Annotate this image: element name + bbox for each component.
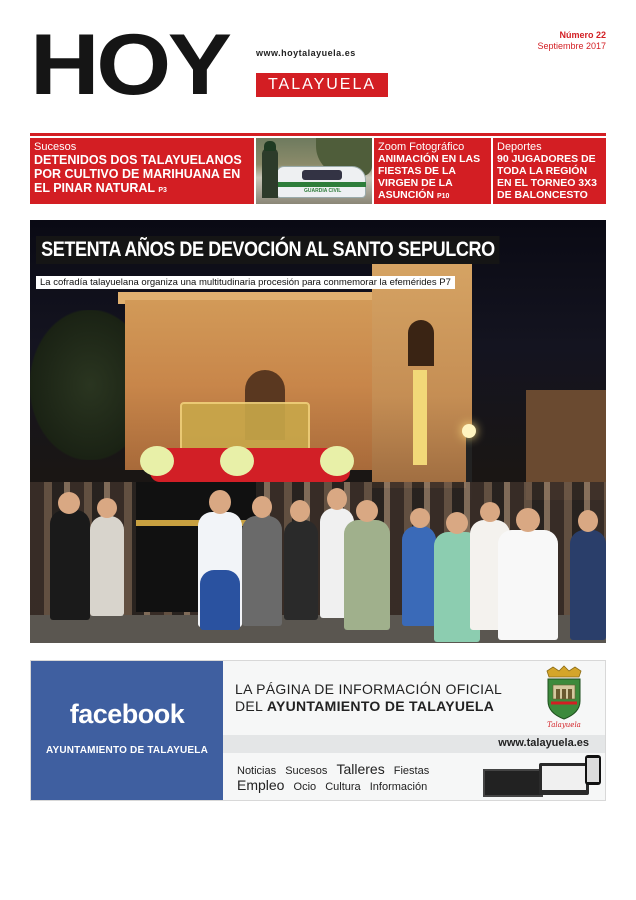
facebook-logo: facebook [69, 699, 185, 729]
person-head [516, 508, 540, 532]
person-head [578, 510, 598, 532]
monitor-icon [483, 769, 543, 797]
ad-tag: Empleo [237, 777, 285, 793]
masthead-url[interactable]: www.hoytalayuela.es [256, 48, 356, 58]
teaser-section: Deportes [497, 141, 542, 153]
flower-bouquet [140, 446, 174, 476]
facebook-ad-banner[interactable] [30, 660, 606, 801]
ad-tagline-2: DEL AYUNTAMIENTO DE TALAYUELA [235, 698, 495, 714]
person [344, 520, 390, 630]
masthead-logo: HOY [30, 17, 229, 113]
person [242, 516, 282, 626]
svg-text:Talayuela: Talayuela [547, 721, 581, 729]
teaser-sucesos[interactable] [30, 138, 254, 204]
person [498, 530, 558, 640]
street-lamp-light [462, 424, 476, 438]
person [570, 530, 606, 640]
person-head [209, 490, 231, 514]
teaser-deportes[interactable] [493, 138, 606, 212]
person [90, 516, 124, 616]
teaser-headline: DETENIDOS DOS TALAYUELANOS POR CULTIVO DE MARIHUANA EN EL PINAR NATURAL P3 [34, 153, 242, 195]
flower-bouquet [320, 446, 354, 476]
masthead-town-label: TALAYUELA [256, 73, 388, 97]
issue-number: Número 22 [559, 30, 606, 40]
teaser-zoom-fotografico[interactable] [374, 138, 491, 204]
teaser-headline: 90 JUGADORES DE TODA LA REGIÓN EN EL TORNEO 3X3 DE BALONCESTO P15 [497, 153, 597, 212]
ad-tag: Noticias [237, 765, 277, 777]
ad-info-panel [223, 661, 605, 800]
teaser-section: Sucesos [34, 141, 77, 153]
hero-headline[interactable]: SETENTA AÑOS DE DEVOCIÓN AL SANTO SEPULCRO [36, 236, 500, 264]
ad-tags-row [237, 761, 435, 777]
ad-tag: Cultura [325, 781, 361, 793]
header-divider [30, 133, 606, 136]
person-head [252, 496, 272, 518]
person [200, 570, 240, 630]
ad-tag: Información [369, 781, 428, 793]
float-canopy [180, 402, 310, 452]
teaser-page: P3 [158, 187, 167, 194]
teaser-page: P15 [497, 205, 510, 212]
person-head [58, 492, 80, 514]
ad-tagline-1: LA PÁGINA DE INFORMACIÓN OFICIAL [235, 681, 503, 697]
person-head [356, 500, 378, 522]
issue-date: Septiembre 2017 [537, 41, 606, 51]
banner-drape [413, 370, 427, 465]
person-head [327, 488, 347, 510]
ad-tag: Talleres [336, 761, 385, 777]
person-head [446, 512, 468, 534]
person-head [410, 508, 430, 528]
ad-tag: Sucesos [285, 765, 328, 777]
person [402, 526, 436, 626]
facebook-subtitle: AYUNTAMIENTO DE TALAYUELA [45, 745, 209, 756]
teaser-photo-guardia-civil [256, 138, 372, 204]
teaser-headline: ANIMACIÓN EN LAS FIESTAS DE LA VIRGEN DE LA ASUNCIÓN P10 [378, 153, 481, 201]
person [284, 520, 318, 620]
person-head [97, 498, 117, 518]
church-belfry [408, 320, 434, 366]
car-decal-text: GUARDIA CIVIL [304, 188, 342, 194]
person-head [480, 502, 500, 522]
town-crest-icon [539, 665, 589, 729]
ad-tags-row [237, 777, 433, 793]
flower-bouquet [220, 446, 254, 476]
person-head [290, 500, 310, 522]
devices-illustration [483, 755, 601, 799]
facebook-panel[interactable] [31, 661, 223, 800]
ad-tag: Fiestas [393, 765, 430, 777]
ad-website-link[interactable]: www.talayuela.es [498, 737, 589, 749]
ad-tag: Ocio [293, 781, 317, 793]
teaser-strip [30, 138, 606, 212]
teaser-page: P10 [436, 193, 450, 200]
person [50, 510, 90, 620]
teaser-section: Zoom Fotográfico [378, 141, 465, 153]
hero-subheadline: La cofradía talayuelana organiza una multitudinaria procesión para conmemorar la efemérides P7 [36, 276, 455, 289]
hero-photo-procession[interactable] [30, 220, 606, 643]
